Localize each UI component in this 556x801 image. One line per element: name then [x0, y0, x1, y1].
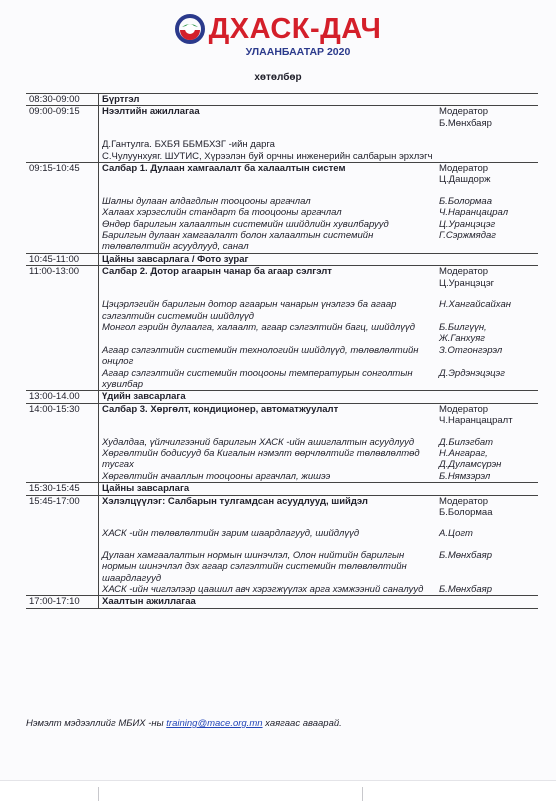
speaker-cell [436, 596, 538, 608]
speaker-cell [436, 151, 538, 163]
speaker-cell: Ч.Наранцацрал [439, 207, 509, 219]
speaker-cell [436, 139, 538, 150]
schedule-row [26, 391, 538, 403]
schedule-row [26, 437, 538, 448]
row-spacer [26, 289, 538, 299]
time-cell [26, 528, 99, 539]
time-cell: 13:00-14.00 [26, 391, 99, 403]
speaker-cell: З.Отгонгэрэл [439, 344, 503, 356]
session-title: Өндөр барилгын халаалтын системийн шийдлийн хувилбарууд [102, 218, 389, 230]
time-cell [26, 471, 99, 483]
contact-note [26, 718, 342, 729]
schedule-row [26, 368, 538, 391]
speaker-cell: Модератор Ц.Дашдорж [436, 163, 538, 186]
row-spacer [26, 518, 538, 528]
row-spacer [26, 540, 538, 550]
schedule-row [26, 299, 538, 322]
schedule-row [26, 483, 538, 495]
session-title: Хөргөлтийн ачааллын тооцооны аргачлал, жишээ [102, 470, 331, 482]
session-title: С.Чулуунхуяг. ШУТИС, Хүрээлэн буй орчны инженерийн салбарын эрхлэгч [102, 150, 433, 162]
schedule-row [26, 106, 538, 129]
speaker-cell: Ц.Уранцэцэг [439, 218, 496, 230]
speaker-cell: А.Цогт [439, 528, 473, 540]
time-cell [26, 448, 99, 471]
schedule-row [26, 495, 538, 518]
schedule-row [26, 151, 538, 163]
schedule-row [26, 448, 538, 471]
schedule-row [26, 163, 538, 186]
schedule-row [26, 94, 538, 106]
schedule-row [26, 550, 538, 584]
speaker-cell: Б.Болормаа [439, 195, 492, 207]
row-spacer [26, 129, 538, 139]
session-title: Бүртгэл [99, 94, 437, 106]
session-title: Цайны завсарлага / Фото зураг [99, 253, 437, 265]
session-title: Агаар сэлгэлтийн системийн технологийн шийдлүүд, төлөвлөлтийн онцлог [102, 344, 419, 368]
time-cell [26, 322, 99, 345]
time-cell [26, 230, 99, 253]
logo-text: ДХАСК-ДАЧ [208, 13, 382, 45]
speaker-cell: Д.Билэгбат [439, 436, 494, 448]
time-cell [26, 550, 99, 584]
schedule-row [26, 345, 538, 368]
session-title: Барилгын дулаан хамгаалалт болон халаалтын системийн төлөвлөлтийн асуудлууд, санал [102, 230, 374, 253]
session-title: Агаар сэлгэлтийн системийн тооцооны температурын сонголтын хувилбар [102, 367, 413, 390]
session-title: Салбар 3. Хөргөлт, кондиционер, автоматжуулалт [99, 403, 437, 426]
divider [98, 787, 99, 801]
schedule-table [26, 93, 538, 609]
document-header [0, 14, 556, 58]
schedule-row [26, 219, 538, 230]
schedule-row [26, 230, 538, 253]
session-title: Хэлэлцүүлэг: Салбарын тулгамдсан асуудлууд, шийдэл [99, 495, 437, 518]
schedule-row [26, 266, 538, 289]
schedule-row [26, 584, 538, 596]
ring-logo-icon [175, 14, 205, 44]
session-title: Хаалтын ажиллагаа [99, 596, 437, 608]
time-cell: 14:00-15:30 [26, 403, 99, 426]
time-cell: 09:15-10:45 [26, 163, 99, 186]
logo [0, 14, 556, 44]
session-title: Цэцэрлэгийн барилгын дотор агаарын чанарын үнэлгээ ба агаар сэлгэлтийн системийн шийдлүүд [102, 299, 397, 322]
page-title: хөтөлбөр [254, 72, 302, 83]
schedule-row [26, 322, 538, 345]
row-spacer [26, 186, 538, 196]
session-title: Д.Гантулга. БХБЯ ББМБХЗГ -ийн дарга [102, 139, 275, 151]
session-title: Дулаан хамгаалалтын нормын шинэчлэл, Олон нийтийн барилгын нормын шинэчлэл дэх агаар сэлгэлтийн системийн төлөвлөлтийн шаардлагууд [102, 549, 407, 584]
session-title: Хөргөлтийн бодисууд ба Кигалын нэмэлт өөрчлөлтийг төлөвлөлтөд тусгах [102, 447, 420, 471]
speaker-cell: Модератор Б.Болормаа [436, 495, 538, 518]
session-title: ХАСК -ийн төлөвлөлтийн зарим шаардлагууд, шийдлүүд [102, 528, 360, 540]
speaker-cell [436, 253, 538, 265]
speaker-cell: Модератор Ч.Наранцацралт [436, 403, 538, 426]
time-cell: 17:00-17:10 [26, 596, 99, 608]
contact-prefix: Нэмэлт мэдээллийг МБИХ -ны [26, 718, 167, 729]
session-title: Монгол гэрийн дулаалга, халаалт, агаар сэлгэлтийн багц, шийдлүүд [102, 321, 415, 333]
speaker-cell: Н.Ангараг, Д.Дуламсүрэн [439, 447, 502, 471]
speaker-cell: Б.Мөнхбаяр [439, 549, 492, 561]
session-title: Цайны завсарлага [99, 483, 437, 495]
divider [362, 787, 363, 801]
time-cell [26, 151, 99, 163]
time-cell [26, 219, 99, 230]
time-cell [26, 368, 99, 391]
schedule-row [26, 207, 538, 218]
speaker-cell [436, 391, 538, 403]
speaker-cell [436, 483, 538, 495]
schedule-row [26, 528, 538, 539]
schedule-row [26, 139, 538, 150]
speaker-cell: Модератор Б.Мөнхбаяр [436, 106, 538, 129]
time-cell: 15:30-15:45 [26, 483, 99, 495]
speaker-cell: Б.Нямзэрэл [439, 470, 491, 482]
time-cell [26, 584, 99, 596]
session-title: Нээлтийн ажиллагаа [99, 106, 437, 129]
row-spacer [26, 427, 538, 437]
speaker-cell: Модератор Ц.Уранцэцэг [436, 266, 538, 289]
time-cell: 10:45-11:00 [26, 253, 99, 265]
time-cell: 11:00-13:00 [26, 266, 99, 289]
schedule-row [26, 253, 538, 265]
speaker-cell: Д.Эрдэнэцэцэг [439, 367, 505, 379]
session-title: Үдийн завсарлага [99, 391, 437, 403]
session-title: Салбар 2. Дотор агаарын чанар ба агаар сэлгэлт [99, 266, 437, 289]
time-cell [26, 207, 99, 218]
speaker-cell: Б.Билгүүн, Ж.Ганхуяг [439, 321, 487, 345]
time-cell [26, 139, 99, 150]
speaker-cell [436, 94, 538, 106]
time-cell: 15:45-17:00 [26, 495, 99, 518]
session-title: ХАСК -ийн чиглэлээр цаашил авч хэрэгжүүлэх арга хэмжээний саналууд [102, 584, 424, 596]
contact-suffix: хаягаас аваарай. [262, 718, 342, 729]
speaker-cell: Б.Мөнхбаяр [439, 584, 492, 596]
time-cell [26, 437, 99, 448]
schedule-row [26, 596, 538, 608]
time-cell [26, 196, 99, 207]
session-title: Салбар 1. Дулаан хамгаалалт ба халаалтын систем [99, 163, 437, 186]
time-cell: 09:00-09:15 [26, 106, 99, 129]
time-cell [26, 345, 99, 368]
schedule-row [26, 196, 538, 207]
speaker-cell: Н.Хангайсайхан [439, 299, 511, 311]
session-title: Худалдаа, үйлчилгээний барилгын ХАСК -ийн ашиглалтын асуудлууд [102, 436, 415, 448]
city-year: УЛААНБААТАР 2020 [245, 46, 351, 58]
schedule-row [26, 471, 538, 483]
speaker-cell: Г.Сэржмядаг [439, 230, 496, 242]
session-title: Шалны дулаан алдагдлын тооцооны аргачлал [102, 195, 311, 207]
time-cell: 08:30-09:00 [26, 94, 99, 106]
session-title: Халаах хэрэгслийн стандарт ба тооцооны аргачлал [102, 207, 342, 219]
contact-email-link[interactable]: training@mace.org.mn [166, 718, 263, 729]
bottom-strip [0, 780, 556, 801]
schedule-row [26, 403, 538, 426]
time-cell [26, 299, 99, 322]
